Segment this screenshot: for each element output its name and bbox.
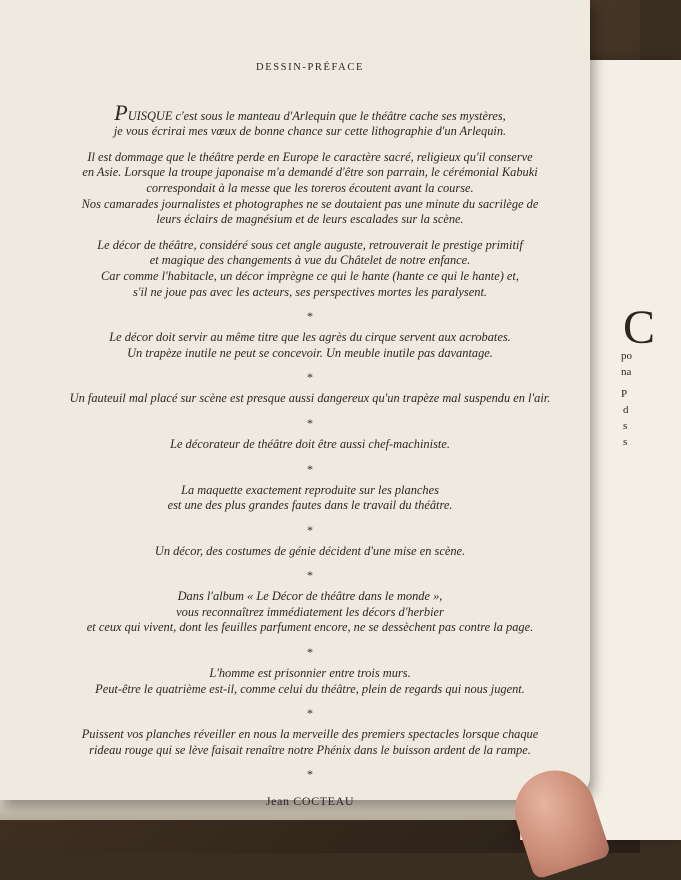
text-run: et ceux qui vivent, dont les feuilles parfument encore, ne se dessèchent pas contre la page. xyxy=(86,620,534,635)
text-line xyxy=(55,197,565,213)
text-line xyxy=(55,330,565,346)
paragraph xyxy=(55,391,565,407)
text-line xyxy=(55,212,565,228)
paragraph xyxy=(55,483,565,514)
text-line xyxy=(55,165,565,181)
text-run: Dans l'album « Le Décor de théâtre dans le monde », xyxy=(177,589,443,604)
separator-asterisk: * xyxy=(307,415,313,430)
paragraph xyxy=(55,727,565,758)
text-run: leurs éclairs de magnésium et de leurs escalades sur la scène. xyxy=(156,212,464,227)
separator-asterisk: * xyxy=(307,309,313,324)
text-line xyxy=(55,391,565,407)
separator-asterisk: * xyxy=(307,767,313,782)
separator-asterisk: * xyxy=(307,522,313,537)
text-run: Nos camarades journalistes et photographes ne se doutaient pas une minute du sacrilège de xyxy=(81,196,539,211)
text-line xyxy=(55,269,565,285)
text-run: L'homme est prisonnier entre trois murs. xyxy=(209,666,411,681)
text-run: Puissent vos planches réveiller en nous la merveille des premiers spectacles lorsque chaque xyxy=(81,727,539,742)
text-line xyxy=(55,483,565,499)
text-line xyxy=(55,605,565,621)
paragraph xyxy=(55,544,565,560)
text-run: Car comme l'habitacle, un décor imprègne ce qui le hante (hante ce qui le hante) et, xyxy=(101,268,519,283)
facing-page-fragment: d xyxy=(623,404,629,416)
text-run: Un fauteuil mal placé sur scène est presque aussi dangereux qu'un trapèze mal suspendu en l'air. xyxy=(69,391,551,406)
paragraph xyxy=(55,99,565,140)
paragraph xyxy=(55,330,565,361)
text-line xyxy=(55,666,565,682)
facing-page-fragment: s xyxy=(623,420,628,432)
text-line xyxy=(55,238,565,254)
text-run: UISQUE c'est sous le manteau d'Arlequin que le théâtre cache ses mystères, xyxy=(127,108,506,123)
text-run: Un décor, des costumes de génie décident d'une mise en scène. xyxy=(154,543,466,558)
text-line xyxy=(55,181,565,197)
separator-asterisk: * xyxy=(307,706,313,721)
facing-page-fragment: po xyxy=(621,350,632,362)
text-run: et magique des changements à vue du Châtelet de notre enfance. xyxy=(149,253,471,268)
text-run: Le décor doit servir au même titre que les agrès du cirque servent aux acrobates. xyxy=(109,330,511,345)
text-run: s'il ne joue pas avec les acteurs, ses perspectives mortes les paralysent. xyxy=(133,284,487,299)
text-run: La maquette exactement reproduite sur les planches xyxy=(181,482,439,497)
preface-body xyxy=(55,99,565,782)
text-run: est une des plus grandes fautes dans le travail du théâtre. xyxy=(167,498,453,513)
drop-cap: P xyxy=(114,99,128,125)
paragraph xyxy=(55,666,565,697)
facing-page-fragment: na xyxy=(621,366,632,378)
text-run: correspondait à la messe que les toreros écoutent avant la course. xyxy=(146,180,474,195)
text-run: Le décorateur de théâtre doit être aussi chef-machiniste. xyxy=(170,436,450,451)
preface-text xyxy=(55,60,565,810)
text-line xyxy=(55,620,565,636)
paragraph xyxy=(55,589,565,636)
text-run: Il est dommage que le théâtre perde en Europe le caractère sacré, religieux qu'il conserve xyxy=(87,149,533,164)
text-line xyxy=(55,253,565,269)
text-line xyxy=(55,727,565,743)
text-line xyxy=(55,346,565,362)
separator-asterisk: * xyxy=(307,461,313,476)
text-run: vous reconnaîtrez immédiatement les décors d'herbier xyxy=(176,604,444,619)
page-title: DESSIN-PRÉFACE xyxy=(256,62,364,73)
text-line xyxy=(55,150,565,166)
facing-page-initial: C xyxy=(623,301,656,354)
signature: Jean COCTEAU xyxy=(265,794,355,809)
text-line xyxy=(55,743,565,759)
text-line xyxy=(55,589,565,605)
separator-asterisk: * xyxy=(307,370,313,385)
text-run: Le décor de théâtre, considéré sous cet angle auguste, retrouverait le prestige primitif xyxy=(97,237,523,252)
text-line xyxy=(55,544,565,560)
text-line xyxy=(55,682,565,698)
paragraph xyxy=(55,437,565,453)
text-line xyxy=(55,285,565,301)
facing-page-fragment: s xyxy=(623,436,628,448)
text-run: Un trapèze inutile ne peut se concevoir. Un meuble inutile pas davantage. xyxy=(127,345,493,360)
text-run: en Asie. Lorsque la troupe japonaise m'a demandé d'être son parrain, le cérémonial Kabuki xyxy=(82,165,538,180)
text-line xyxy=(55,498,565,514)
separator-asterisk: * xyxy=(307,645,313,660)
separator-asterisk: * xyxy=(307,568,313,583)
paragraph xyxy=(55,150,565,228)
text-line xyxy=(55,99,565,125)
text-run: Peut-être le quatrième est-il, comme celui du théâtre, plein de regards qui nous jugent. xyxy=(95,681,525,696)
text-line xyxy=(55,437,565,453)
paragraph xyxy=(55,238,565,300)
text-run: je vous écrirai mes vœux de bonne chance sur cette lithographie d'un Arlequin. xyxy=(113,124,507,139)
facing-page-fragment: P xyxy=(621,388,628,400)
text-line xyxy=(55,124,565,140)
text-run: rideau rouge qui se lève faisait renaître notre Phénix dans le buisson ardent de la rampe. xyxy=(89,742,531,757)
